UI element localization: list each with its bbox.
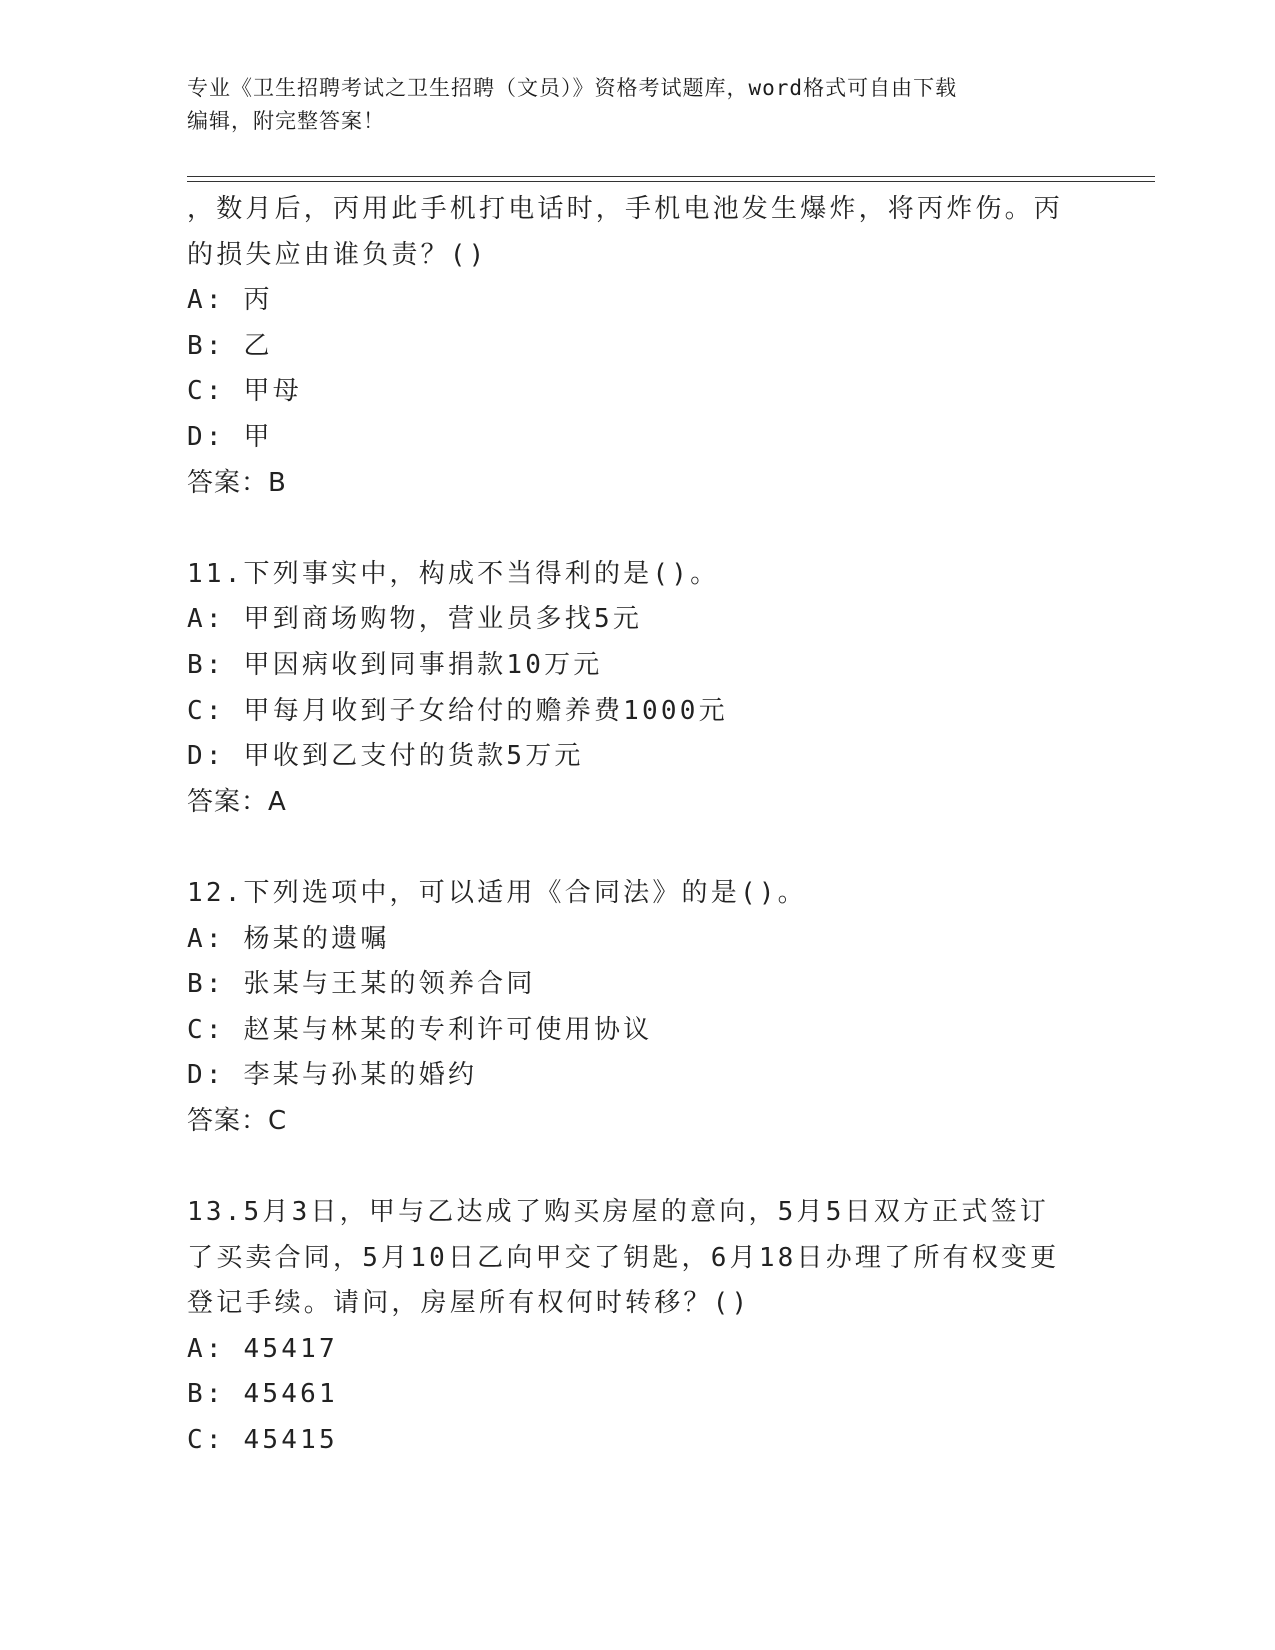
question-12 <box>187 871 1087 1145</box>
question-text-line: 登记手续。请问，房屋所有权何时转移？() <box>187 1288 751 1319</box>
question-text-line: 了买卖合同，5月10日乙向甲交了钥匙，6月18日办理了所有权变更 <box>187 1242 1060 1273</box>
spacer <box>187 506 1087 552</box>
header-line-2: 编辑，附完整答案！ <box>187 109 385 133</box>
header-line-1: 专业《卫生招聘考试之卫生招聘（文员）》资格考试题库，word格式可自由下载 <box>187 76 958 100</box>
spacer <box>187 1144 1087 1190</box>
option-d: D: 甲 <box>187 421 273 452</box>
spacer <box>187 825 1087 871</box>
question-text-line: ，数月后，丙用此手机打电话时，手机电池发生爆炸，将丙炸伤。丙 <box>187 194 1064 224</box>
question-10 <box>187 187 1087 506</box>
question-text-line: 13.5月3日，甲与乙达成了购买房屋的意向，5月5日双方正式签订 <box>187 1197 1049 1228</box>
question-list <box>187 187 1087 1464</box>
answer-line: 答案：A <box>187 786 287 817</box>
option-c: C: 甲母 <box>187 376 302 407</box>
header-divider-top <box>187 176 1155 177</box>
option-c: C: 赵某与林某的专利许可使用协议 <box>187 1014 653 1045</box>
question-text-line: 12.下列选项中，可以适用《合同法》的是()。 <box>187 877 807 908</box>
question-text-line: 的损失应由谁负责？() <box>187 239 488 270</box>
option-b: B: 乙 <box>187 330 273 361</box>
header-divider-bottom <box>187 181 1155 182</box>
option-d: D: 甲收到乙支付的货款5万元 <box>187 741 584 772</box>
question-text-line: 11.下列事实中，构成不当得利的是()。 <box>187 558 720 589</box>
option-d: D: 李某与孙某的婚约 <box>187 1060 478 1091</box>
option-c: C: 甲每月收到子女给付的赡养费1000元 <box>187 695 728 726</box>
option-a: A: 甲到商场购物，营业员多找5元 <box>187 604 643 635</box>
question-13 <box>187 1190 1087 1464</box>
option-a: A: 45417 <box>187 1333 338 1364</box>
option-b: B: 45461 <box>187 1379 338 1410</box>
question-11 <box>187 552 1087 826</box>
option-a: A: 丙 <box>187 285 273 316</box>
document-header <box>187 72 1087 138</box>
answer-line: 答案：B <box>187 467 287 498</box>
option-b: B: 张某与王某的领养合同 <box>187 969 536 1000</box>
answer-line: 答案：C <box>187 1105 288 1136</box>
option-c: C: 45415 <box>187 1425 338 1456</box>
option-a: A: 杨某的遗嘱 <box>187 923 390 954</box>
option-b: B: 甲因病收到同事捐款10万元 <box>187 649 603 680</box>
